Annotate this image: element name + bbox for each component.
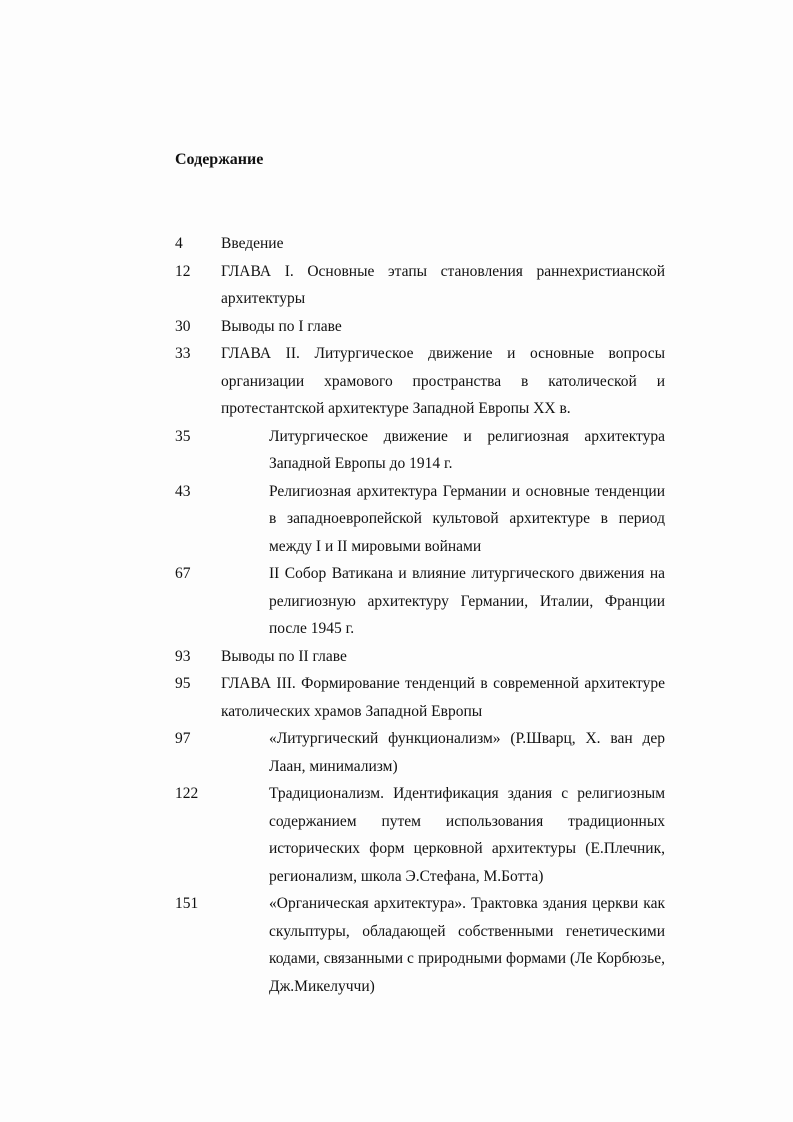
toc-page-number: 95 — [175, 675, 191, 692]
toc-entry — [175, 423, 665, 478]
toc-entry-title: II Собор Ватикана и влияние литургического движения на религиозную архитектуру Германии, Италии, Франции после 1945 г. — [269, 565, 665, 637]
toc-entry-title: Литургическое движение и религиозная архитектура Западной Европы до 1914 г. — [269, 427, 665, 472]
toc-entry-title: Введение — [221, 235, 284, 252]
toc-entry — [175, 725, 665, 780]
toc-entry-title: «Литургический функционализм» (Р.Шварц, Х. ван дер Лаан, минимализм) — [269, 730, 665, 775]
table-of-contents — [175, 230, 665, 1000]
toc-page-number: 93 — [175, 647, 191, 665]
toc-page-number: 67 — [175, 565, 191, 582]
toc-entry-title: ГЛАВА III. Формирование тенденций в современной архитектуре католических храмов Западной Европы — [221, 675, 665, 720]
toc-page-number: 97 — [175, 730, 191, 747]
toc-entry-title: ГЛАВА II. Литургическое движение и основные вопросы организации храмового пространства в католической и протестантской архитектуре Западной Европы XX в. — [221, 345, 665, 417]
toc-entry-title: Выводы по I главе — [221, 317, 342, 335]
toc-page-number: 151 — [175, 895, 199, 912]
toc-entry-title: ГЛАВА I. Основные этапы становления раннехристианской архитектуры — [221, 262, 665, 307]
toc-entry — [175, 643, 665, 671]
toc-entry — [175, 478, 665, 561]
toc-page-number: 35 — [175, 427, 191, 445]
toc-page-number: 122 — [175, 785, 199, 802]
toc-entry-title: Выводы по II главе — [221, 647, 347, 665]
toc-entry-title: Традиционализм. Идентификация здания с религиозным содержанием путем использования традиционных исторических форм церковной архитектуры (Е.Плечник, регионализм, школа Э.Стефана, М.Ботта) — [269, 785, 665, 885]
page-title: Содержание — [175, 151, 264, 168]
toc-entry-title: Религиозная архитектура Германии и основные тенденции в западноевропейской культовой архитектуре в период между I и II мировыми войнами — [269, 482, 665, 555]
toc-entry-title: «Органическая архитектура». Трактовка здания церкви как скульптуры, обладающей собственными генетическими кодами, связанными с природными формами (Ле Корбюзье, Дж.Микелуччи) — [269, 895, 665, 995]
toc-entry — [175, 313, 665, 341]
toc-entry — [175, 560, 665, 643]
toc-entry — [175, 258, 665, 313]
toc-page-number: 30 — [175, 317, 191, 335]
toc-page-number: 4 — [175, 235, 183, 252]
toc-page-number: 12 — [175, 262, 191, 280]
toc-entry — [175, 230, 665, 258]
toc-entry — [175, 780, 665, 890]
toc-entry — [175, 340, 665, 423]
toc-entry — [175, 670, 665, 725]
toc-entry — [175, 890, 665, 1000]
toc-page-number: 43 — [175, 482, 191, 500]
toc-page-number: 33 — [175, 345, 191, 362]
